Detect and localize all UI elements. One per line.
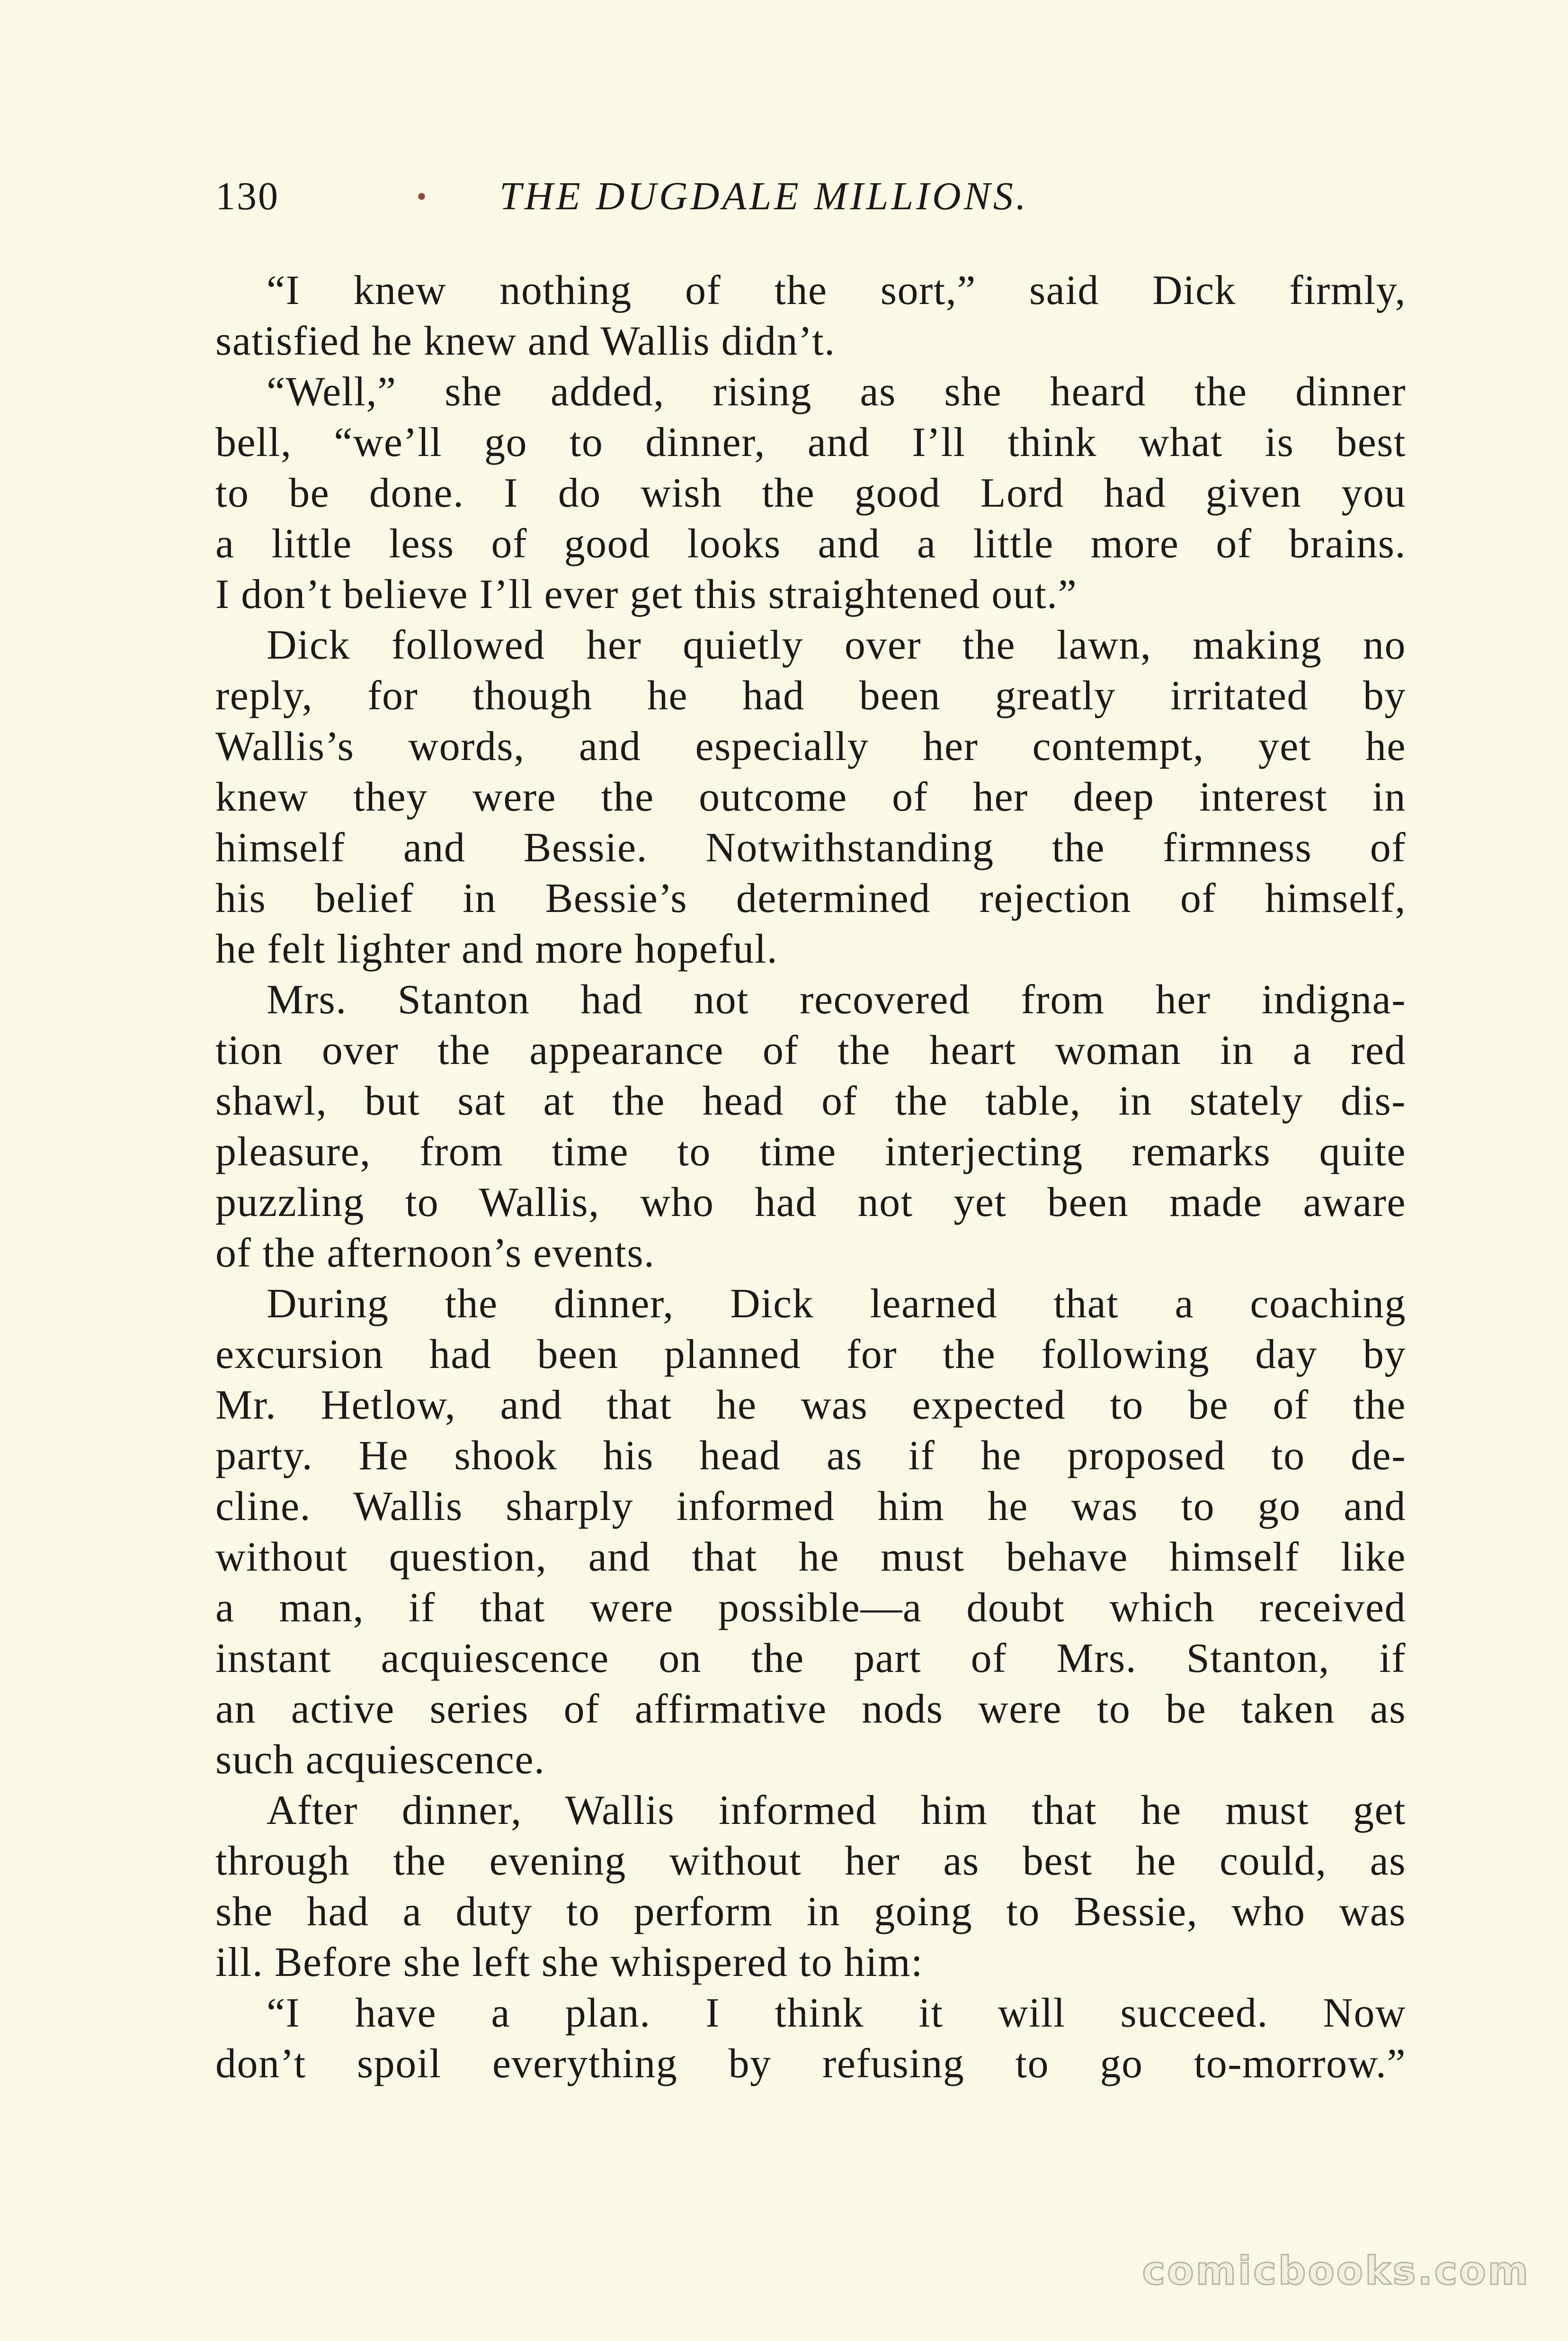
running-head-dot: • bbox=[417, 181, 428, 212]
watermark: comicbooks.com bbox=[1142, 2249, 1530, 2294]
text-line: During the dinner, Dick learned that a coaching bbox=[267, 1281, 1406, 1327]
text-line: an active series of affirmative nods were to be taken as bbox=[215, 1686, 1406, 1732]
text-line: bell, “we’ll go to dinner, and I’ll think what is best bbox=[215, 420, 1406, 465]
text-line: Mr. Hetlow, and that he was expected to be of the bbox=[215, 1382, 1406, 1428]
text-line: cline. Wallis sharply informed him he was to go and bbox=[215, 1483, 1406, 1529]
text-line: his belief in Bessie’s determined rejection of himself, bbox=[215, 876, 1406, 921]
text-line: “Well,” she added, rising as she heard the dinner bbox=[267, 369, 1406, 415]
text-line: instant acquiescence on the part of Mrs. Stanton, if bbox=[215, 1635, 1406, 1681]
body-text bbox=[215, 265, 1406, 2089]
text-line: ill. Before she left she whispered to him: bbox=[215, 1939, 924, 1985]
text-line: she had a duty to perform in going to Bessie, who was bbox=[215, 1889, 1406, 1935]
text-line: party. He shook his head as if he proposed to de- bbox=[215, 1433, 1406, 1479]
text-line: don’t spoil everything by refusing to go to-morrow.” bbox=[215, 2041, 1406, 2087]
text-line: Wallis’s words, and especially her contempt, yet he bbox=[215, 724, 1406, 769]
text-line: excursion had been planned for the following day by bbox=[215, 1331, 1406, 1377]
text-line: such acquiescence. bbox=[215, 1737, 545, 1783]
text-line: Mrs. Stanton had not recovered from her indigna- bbox=[267, 977, 1406, 1023]
text-line: satisfied he knew and Wallis didn’t. bbox=[215, 318, 836, 364]
text-line: reply, for though he had been greatly irritated by bbox=[215, 673, 1406, 719]
text-line: Dick followed her quietly over the lawn, making no bbox=[267, 622, 1406, 668]
text-line: through the evening without her as best he could, as bbox=[215, 1838, 1406, 1884]
text-line: pleasure, from time to time interjecting remarks quite bbox=[215, 1129, 1406, 1175]
text-line: shawl, but sat at the head of the table, in stately dis- bbox=[215, 1078, 1406, 1124]
page-number: 130 bbox=[215, 174, 279, 218]
text-line: of the afternoon’s events. bbox=[215, 1230, 655, 1276]
running-title: THE DUGDALE MILLIONS. bbox=[499, 174, 1029, 218]
text-line: knew they were the outcome of her deep interest in bbox=[215, 774, 1406, 820]
text-line: to be done. I do wish the good Lord had given you bbox=[215, 470, 1406, 516]
text-line: After dinner, Wallis informed him that he must get bbox=[267, 1787, 1406, 1833]
text-line: a little less of good looks and a little more of brains. bbox=[215, 521, 1406, 567]
text-line: without question, and that he must behave himself like bbox=[215, 1534, 1406, 1580]
text-line: tion over the appearance of the heart woman in a red bbox=[215, 1028, 1406, 1073]
text-line: I don’t believe I’ll ever get this straightened out.” bbox=[215, 572, 1078, 617]
text-line: himself and Bessie. Notwithstanding the firmness of bbox=[215, 825, 1406, 871]
running-head bbox=[215, 166, 1408, 227]
text-line: puzzling to Wallis, who had not yet been made aware bbox=[215, 1179, 1406, 1225]
text-line: he felt lighter and more hopeful. bbox=[215, 926, 778, 972]
text-line: “I have a plan. I think it will succeed. Now bbox=[267, 1990, 1406, 2036]
text-line: a man, if that were possible—a doubt which received bbox=[215, 1585, 1406, 1631]
text-line: “I knew nothing of the sort,” said Dick firmly, bbox=[267, 268, 1406, 313]
